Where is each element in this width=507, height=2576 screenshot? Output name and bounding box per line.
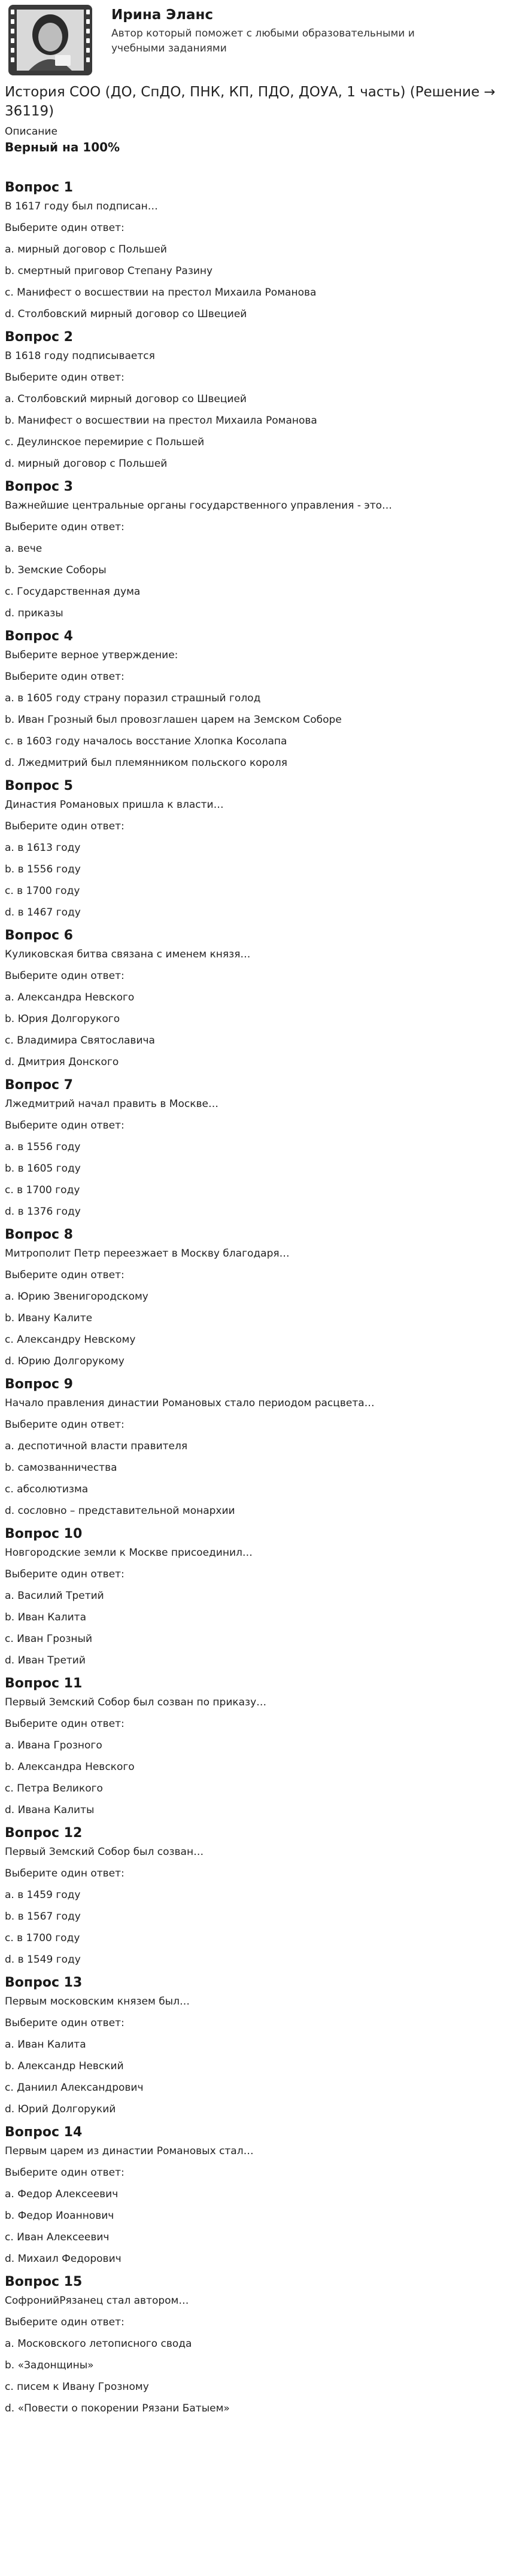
question-text: Первый Земский Собор был созван по приказу…	[5, 1696, 267, 1708]
question-11	[5, 1672, 502, 1817]
answer-option[interactable]: a. Столбовский мирный договор со Швецией	[5, 393, 247, 405]
question-text: Первым московским князем был…	[5, 1996, 190, 2008]
question-list	[5, 176, 502, 2415]
question-title: Вопрос 4	[5, 629, 73, 644]
answer-option[interactable]: a. Юрию Звенигородскому	[5, 1291, 148, 1303]
answer-option[interactable]: d. в 1376 году	[5, 1206, 81, 1218]
answer-option[interactable]: a. Ивана Грозного	[5, 1739, 102, 1751]
answer-option[interactable]: a. в 1556 году	[5, 1141, 81, 1153]
description-label: Описание	[5, 126, 57, 138]
answer-option[interactable]: c. в 1603 году началось восстание Хлопка Косолапа	[5, 735, 287, 747]
question-text: Династия Романовых пришла к власти…	[5, 799, 224, 811]
answer-option[interactable]: d. Михаил Федорович	[5, 2253, 122, 2265]
answer-option[interactable]: b. в 1567 году	[5, 1911, 81, 1923]
answer-option[interactable]: d. Юрий Долгорукий	[5, 2103, 116, 2115]
answer-option[interactable]: b. Юрия Долгорукого	[5, 1013, 120, 1025]
answer-option[interactable]: b. Иван Калита	[5, 1611, 86, 1623]
answer-hint: Выберите один ответ:	[5, 970, 125, 982]
question-title: Вопрос 1	[5, 180, 73, 195]
answer-options	[5, 1290, 502, 1368]
answer-option[interactable]: a. деспотичной власти правителя	[5, 1440, 188, 1452]
answer-hint: Выберите один ответ:	[5, 372, 125, 384]
question-title: Вопрос 12	[5, 1826, 83, 1841]
question-title: Вопрос 15	[5, 2274, 83, 2289]
answer-option[interactable]: a. мирный договор с Польшей	[5, 244, 167, 256]
answer-option[interactable]: b. Федор Иоаннович	[5, 2210, 114, 2222]
verdict: Верный на 100%	[5, 140, 120, 154]
question-9	[5, 1373, 502, 1517]
answer-hint: Выберите один ответ:	[5, 521, 125, 533]
question-text: Лжедмитрий начал править в Москве…	[5, 1098, 218, 1110]
answer-option[interactable]: d. «Повести о покорении Рязани Батыем»	[5, 2402, 230, 2414]
question-title: Вопрос 5	[5, 778, 73, 793]
answer-options	[5, 1888, 502, 1966]
question-title: Вопрос 11	[5, 1676, 83, 1691]
question-7	[5, 1073, 502, 1218]
answer-option[interactable]: d. Дмитрия Донского	[5, 1056, 119, 1068]
answer-hint: Выберите один ответ:	[5, 820, 125, 832]
answer-option[interactable]: a. в 1605 году страну поразил страшный голод	[5, 692, 261, 704]
answer-options	[5, 542, 502, 620]
answer-option[interactable]: b. Манифест о восшествии на престол Михаила Романова	[5, 415, 317, 427]
question-text: Митрополит Петр переезжает в Москву благодаря…	[5, 1248, 290, 1260]
answer-option[interactable]: a. в 1613 году	[5, 842, 81, 854]
question-13	[5, 1971, 502, 2116]
question-4	[5, 625, 502, 770]
question-title: Вопрос 9	[5, 1377, 73, 1392]
answer-option[interactable]: c. писем к Ивану Грозному	[5, 2381, 149, 2393]
author-header	[0, 0, 507, 77]
answer-hint: Выберите один ответ:	[5, 2017, 125, 2029]
question-title: Вопрос 13	[5, 1975, 83, 1990]
answer-option[interactable]: a. Федор Алексеевич	[5, 2188, 119, 2200]
question-title: Вопрос 14	[5, 2125, 83, 2140]
question-text: Начало правления династии Романовых стало периодом расцвета…	[5, 1397, 375, 1409]
answer-option[interactable]: c. Государственная дума	[5, 586, 141, 598]
answer-options	[5, 2038, 502, 2116]
question-12	[5, 1821, 502, 1966]
question-15	[5, 2270, 502, 2415]
answer-options	[5, 243, 502, 321]
answer-option[interactable]: d. приказы	[5, 607, 63, 619]
answer-options	[5, 1739, 502, 1817]
answer-option[interactable]: b. «Задонщины»	[5, 2359, 94, 2371]
answer-option[interactable]: d. Столбовский мирный договор со Швецией	[5, 308, 247, 320]
question-text: Новгородские земли к Москве присоединил…	[5, 1547, 253, 1559]
question-6	[5, 924, 502, 1069]
question-2	[5, 326, 502, 470]
answer-option[interactable]: d. Иван Третий	[5, 1655, 86, 1666]
question-title: Вопрос 2	[5, 330, 73, 345]
answer-option[interactable]: a. Василий Третий	[5, 1590, 104, 1602]
answer-option[interactable]: c. Владимира Святославича	[5, 1035, 155, 1047]
answer-option[interactable]: c. Петра Великого	[5, 1783, 103, 1795]
answer-option[interactable]: a. Московского летописного свода	[5, 2338, 192, 2350]
question-title: Вопрос 7	[5, 1078, 73, 1093]
answer-option[interactable]: c. Манифест о восшествии на престол Михаила Романова	[5, 287, 317, 299]
question-text: В 1617 году был подписан…	[5, 200, 158, 212]
answer-option[interactable]: b. Земские Соборы	[5, 564, 107, 576]
answer-hint: Выберите один ответ:	[5, 671, 125, 683]
question-text: Первым царем из династии Романовых стал…	[5, 2145, 254, 2157]
answer-option[interactable]: c. в 1700 году	[5, 885, 80, 897]
document-title: История СОО (ДО, СпДО, ПНК, КП, ПДО, ДОУА, 1 часть) (Решение → 36119)	[5, 84, 496, 119]
answer-hint: Выберите один ответ:	[5, 222, 125, 234]
question-title: Вопрос 8	[5, 1227, 73, 1242]
answer-option[interactable]: d. в 1549 году	[5, 1954, 81, 1966]
answer-option[interactable]: b. Иван Грозный был провозглашен царем на Земском Соборе	[5, 714, 342, 726]
question-title: Вопрос 3	[5, 479, 73, 494]
answer-option[interactable]: c. в 1700 году	[5, 1184, 80, 1196]
answer-option[interactable]: b. в 1556 году	[5, 863, 81, 875]
answer-option[interactable]: a. в 1459 году	[5, 1889, 81, 1901]
answer-option[interactable]: b. самозванничества	[5, 1462, 117, 1474]
question-title: Вопрос 6	[5, 928, 73, 943]
answer-options	[5, 393, 502, 470]
answer-option[interactable]: d. Юрию Долгорукому	[5, 1355, 125, 1367]
answer-option[interactable]: a. вече	[5, 543, 42, 555]
answer-hint: Выберите один ответ:	[5, 1718, 125, 1730]
answer-option[interactable]: b. смертный приговор Степану Разину	[5, 265, 213, 277]
answer-hint: Выберите один ответ:	[5, 2167, 125, 2179]
answer-option[interactable]: b. Александр Невский	[5, 2060, 124, 2072]
answer-option[interactable]: c. абсолютизма	[5, 1483, 89, 1495]
answer-option[interactable]: a. Александра Невского	[5, 992, 135, 1003]
answer-option[interactable]: c. Иван Грозный	[5, 1633, 93, 1645]
answer-option[interactable]: d. мирный договор с Польшей	[5, 458, 168, 470]
question-text: Первый Земский Собор был созван…	[5, 1846, 204, 1858]
author-name: Ирина Эланс	[111, 7, 214, 23]
question-8	[5, 1223, 502, 1368]
answer-option[interactable]: c. Деулинское перемирие с Польшей	[5, 436, 205, 448]
answer-options	[5, 841, 502, 919]
answer-options	[5, 991, 502, 1069]
answer-option[interactable]: c. Даниил Александрович	[5, 2082, 144, 2094]
answer-hint: Выберите один ответ:	[5, 2316, 125, 2328]
answer-option[interactable]: a. Иван Калита	[5, 2039, 86, 2051]
question-5	[5, 774, 502, 919]
answer-options	[5, 1589, 502, 1667]
answer-hint: Выберите один ответ:	[5, 1568, 125, 1580]
answer-options	[5, 1440, 502, 1517]
question-14	[5, 2121, 502, 2265]
avatar	[5, 4, 96, 77]
answer-option[interactable]: c. Александру Невскому	[5, 1334, 136, 1346]
answer-option[interactable]: d. сословно – представительной монархии	[5, 1505, 235, 1517]
answer-options	[5, 1141, 502, 1218]
answer-hint: Выберите один ответ:	[5, 1120, 125, 1132]
question-title: Вопрос 10	[5, 1526, 83, 1541]
answer-options	[5, 2337, 502, 2415]
answer-options	[5, 2188, 502, 2265]
question-text: СофронийРязанец стал автором…	[5, 2295, 189, 2307]
answer-option[interactable]: c. Иван Алексеевич	[5, 2231, 110, 2243]
document-content	[0, 83, 507, 2415]
question-text: Выберите верное утверждение:	[5, 649, 178, 661]
question-text: Куликовская битва связана с именем князя…	[5, 948, 251, 960]
author-description: Автор который поможет с любыми образовательными и учебными заданиями	[111, 28, 415, 54]
question-3	[5, 475, 502, 620]
answer-hint: Выберите один ответ:	[5, 1269, 125, 1281]
question-text: В 1618 году подписывается	[5, 350, 155, 362]
question-1	[5, 176, 502, 321]
answer-option[interactable]: d. Ивана Калиты	[5, 1804, 95, 1816]
answer-option[interactable]: d. Лжедмитрий был племянником польского короля	[5, 757, 287, 769]
answer-hint: Выберите один ответ:	[5, 1868, 125, 1879]
answer-options	[5, 692, 502, 770]
answer-option[interactable]: c. в 1700 году	[5, 1932, 80, 1944]
answer-option[interactable]: b. Александра Невского	[5, 1761, 135, 1773]
question-text: Важнейшие центральные органы государственного управления - это…	[5, 500, 392, 512]
answer-option[interactable]: d. в 1467 году	[5, 907, 81, 919]
answer-hint: Выберите один ответ:	[5, 1419, 125, 1431]
answer-option[interactable]: b. Ивану Калите	[5, 1312, 93, 1324]
question-10	[5, 1522, 502, 1667]
answer-option[interactable]: b. в 1605 году	[5, 1163, 81, 1175]
